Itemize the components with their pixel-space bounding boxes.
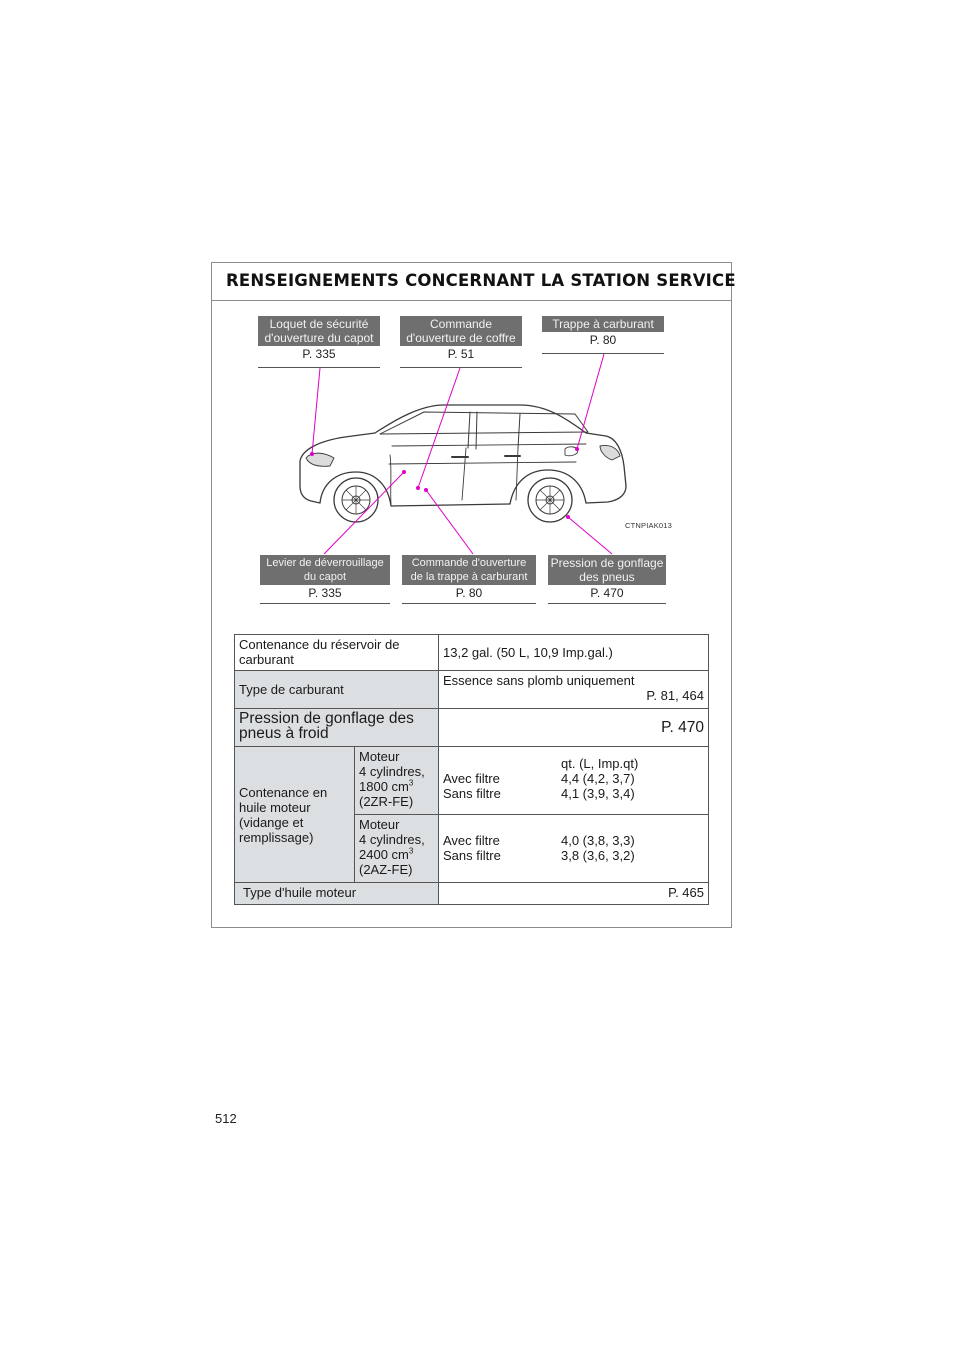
callout-label: Pression de gonflage des pneus: [548, 555, 666, 585]
oil-values-2az: [439, 815, 709, 883]
without-filter-label: Sans filtre: [443, 848, 501, 863]
without-filter-label: Sans filtre: [443, 786, 501, 801]
callout-label: Commande d'ouverture de la trappe à carburant: [402, 555, 536, 585]
pointer-trunk-opener: [418, 368, 460, 488]
car-taillight: [600, 445, 620, 460]
with-filter-label: Avec filtre: [443, 771, 500, 786]
table-row: [235, 747, 709, 815]
oil-units: qt. (L, Imp.qt): [561, 756, 639, 771]
pointer-tire-pressure: [568, 517, 612, 554]
callout-fuel-door-opener: [402, 555, 536, 604]
table-row: [235, 709, 709, 747]
with-filter-label: Avec filtre: [443, 833, 500, 848]
page-number: 512: [215, 1111, 237, 1126]
engine-line: Moteur: [359, 817, 400, 832]
engine-2zr-cell: [355, 747, 439, 815]
engine-line: Moteur: [359, 749, 400, 764]
engine-code: (2AZ-FE): [359, 862, 413, 877]
fuel-type-label: Type de carburant: [235, 671, 439, 709]
callout-page-ref: P. 335: [308, 586, 342, 600]
with-filter-value: 4,0 (3,8, 3,3): [561, 833, 635, 848]
callout-page-ref: P. 335: [302, 347, 336, 361]
fuel-capacity-value: 13,2 gal. (50 L, 10,9 Imp.gal.): [439, 635, 709, 671]
engine-displacement: 2400 $cm^3$: [359, 846, 414, 862]
oil-type-value: P. 465: [439, 883, 709, 905]
oil-values-2zr: [439, 747, 709, 815]
callout-page-ref: P. 80: [589, 333, 617, 347]
tire-pressure-value: P. 470: [439, 709, 709, 747]
car-headlight: [306, 453, 334, 466]
pointer-hood-release-lever: [324, 472, 404, 554]
without-filter-value: 3,8 (3,6, 3,2): [561, 848, 635, 863]
callout-hood-safety-latch: [258, 316, 380, 368]
callout-page-ref: P. 51: [447, 347, 475, 361]
without-filter-value: 4,1 (3,9, 3,4): [561, 786, 635, 801]
callout-page-ref: P. 80: [455, 586, 483, 600]
engine-line: 4 cylindres,: [359, 832, 425, 847]
engine-2az-cell: [355, 815, 439, 883]
callout-page-ref: P. 470: [590, 586, 624, 600]
callout-label: Trappe à carburant: [542, 316, 664, 332]
callout-tire-pressure: [548, 555, 666, 604]
car-door-lines: [389, 444, 586, 504]
with-filter-value: 4,4 (4,2, 3,7): [561, 771, 635, 786]
callout-label: Levier de déverrouillage du capot: [260, 555, 390, 585]
table-row: [235, 671, 709, 709]
oil-type-label: Type d'huile moteur: [235, 883, 439, 905]
car-door-handles: [452, 456, 520, 457]
callout-hood-release-lever: [260, 555, 390, 604]
engine-line: 4 cylindres,: [359, 764, 425, 779]
fuel-type-value: Essence sans plomb uniquement: [443, 673, 635, 688]
callout-label: Loquet de sécurité d'ouverture du capot: [258, 316, 380, 346]
page-title: RENSEIGNEMENTS CONCERNANT LA STATION SERVICE: [226, 271, 736, 290]
service-spec-table: [234, 634, 709, 905]
engine-code: (2ZR-FE): [359, 794, 414, 809]
callout-fuel-door: [542, 316, 664, 354]
figure-code: CTNPIAK013: [625, 521, 673, 530]
fuel-type-pages: P. 81, 464: [646, 688, 704, 703]
pointer-hood-safety-latch: [312, 368, 320, 454]
car-window-line: [380, 412, 588, 434]
fuel-type-cell: [439, 671, 709, 709]
table-row: [235, 635, 709, 671]
callout-trunk-opener: [400, 316, 522, 368]
fuel-capacity-label: Contenance du réservoir de carburant: [235, 635, 439, 671]
pointer-fuel-door-opener: [426, 490, 473, 554]
table-row: [235, 883, 709, 905]
oil-capacity-label: Contenance en huile moteur (vidange et remplissage): [235, 747, 355, 883]
engine-displacement: 1800 $cm^3$: [359, 778, 414, 794]
callout-label: Commande d'ouverture de coffre: [400, 316, 522, 346]
car-window-pillars: [468, 412, 520, 449]
tire-pressure-label: Pression de gonflage des pneus à froid: [235, 709, 439, 747]
